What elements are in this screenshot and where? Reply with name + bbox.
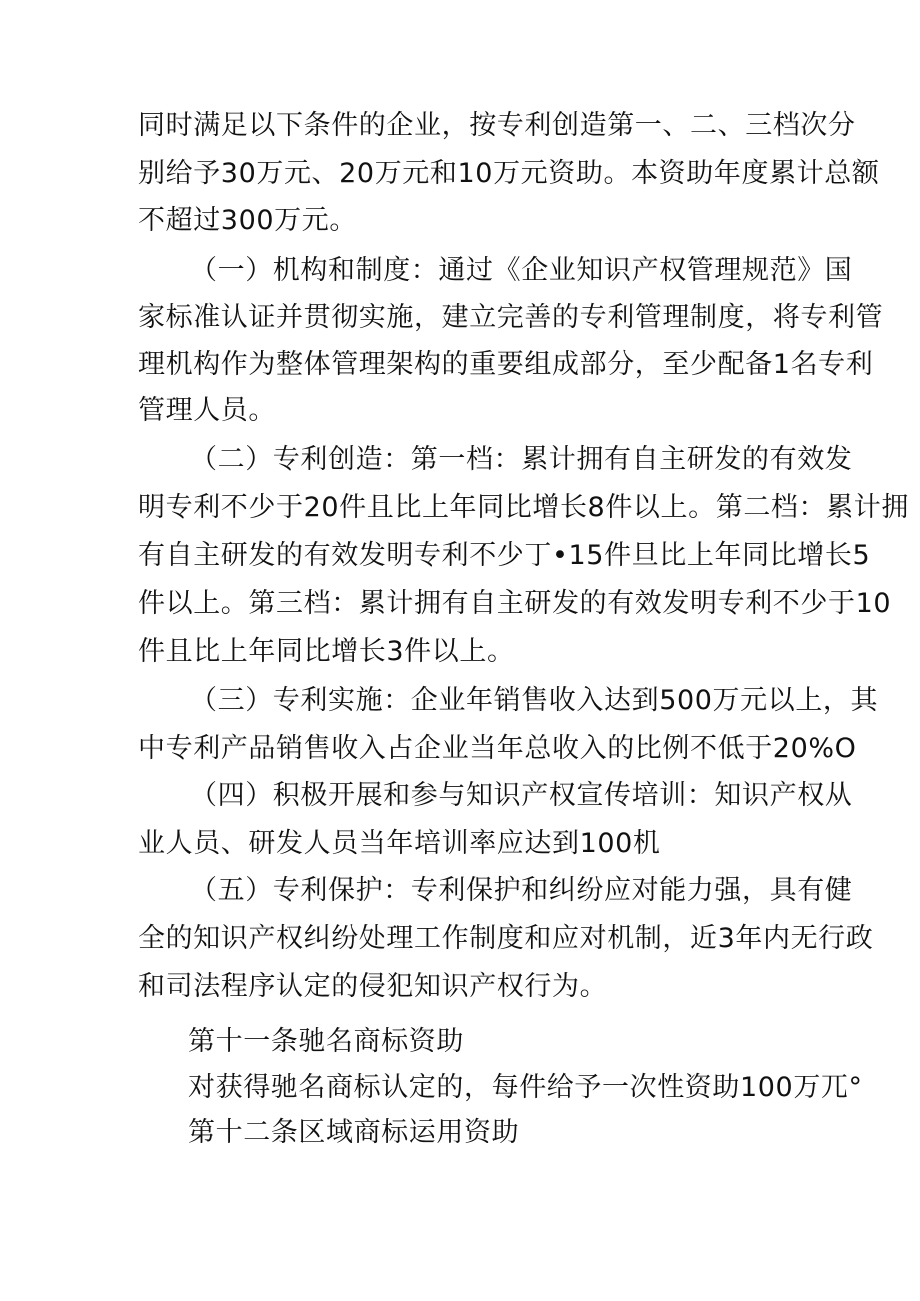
item-2-line-5: 件且比上年同比增长3件以上。 (138, 636, 515, 667)
article-12-title: 第十二条区域商标运用资助 (188, 1117, 520, 1148)
item-3-line-1: （三）专利实施：企业年销售收入达到500万元以上，其 (190, 685, 879, 716)
item-2-line-4: 件以上。第三档：累计拥有自主研发的有效发明专利不少于10 (138, 588, 892, 619)
item-1-line-3: 理机构作为整体管理架构的重要组成部分，至少配备1名专利 (138, 349, 874, 380)
item-1-line-2: 家标准认证并贯彻实施，建立完善的专利管理制度，将专利管 (138, 302, 884, 333)
item-1-line-1: （一）机构和制度：通过《企业知识产权管理规范》国 (190, 255, 853, 286)
article-11-title: 第十一条驰名商标资助 (188, 1026, 464, 1057)
item-4-line-2: 业人员、研发人员当年培训率应达到100机 (138, 828, 661, 859)
item-2-line-1: （二）专利创造：第一档：累计拥有自主研发的有效发 (190, 444, 853, 475)
item-5-line-2: 全的知识产权纠纷处理工作制度和应对机制，近3年内无行政 (138, 923, 874, 954)
item-5-line-3: 和司法程序认定的侵犯知识产权行为。 (138, 971, 608, 1002)
item-2-line-2: 明专利不少于20件且比上年同比增长8件以上。第二档：累计拥 (138, 492, 909, 523)
item-2-line-3: 有自主研发的有效发明专利不少丁•15件旦比上年同比增长5 (138, 540, 871, 571)
item-5-line-1: （五）专利保护：专利保护和纠纷应对能力强，具有健 (190, 875, 853, 906)
item-3-line-2: 中专利产品销售收入占企业当年总收入的比例不低于20%O (138, 733, 857, 764)
article-11-body: 对获得驰名商标认定的，每件给予一次性资助100万兀° (188, 1072, 863, 1103)
item-1-line-4: 管理人员。 (138, 395, 276, 426)
intro-line-3: 不超过300万元。 (138, 205, 357, 236)
intro-line-1: 同时满足以下条件的企业，按专利创造第一、二、三档次分 (138, 110, 856, 141)
intro-line-2: 别给予30万元、20万元和10万元资助。本资助年度累计总额 (138, 158, 880, 189)
item-4-line-1: （四）积极开展和参与知识产权宣传培训：知识产权从 (190, 780, 853, 811)
